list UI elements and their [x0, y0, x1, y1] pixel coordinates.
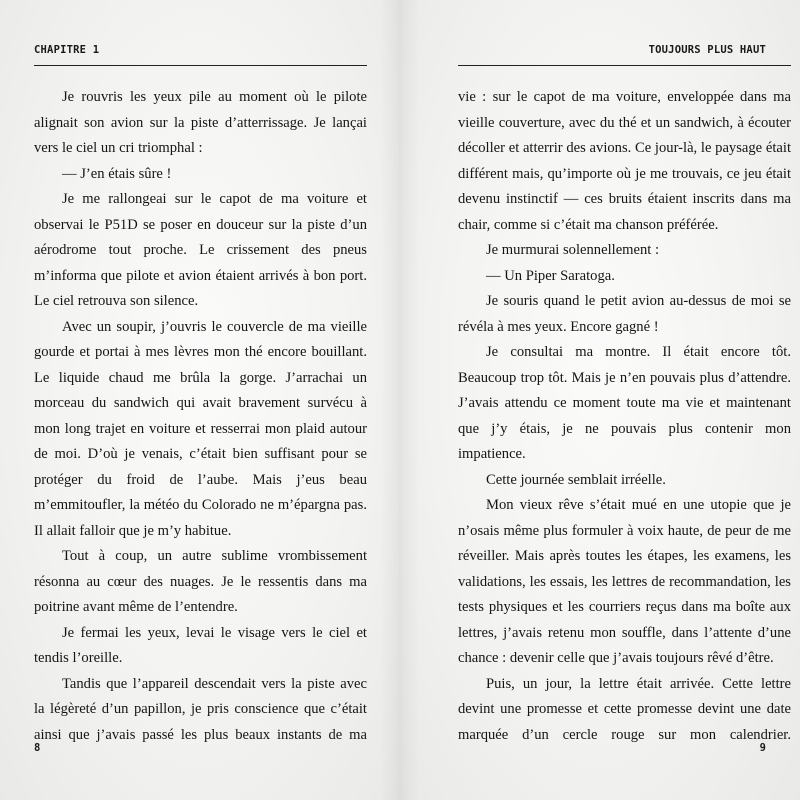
body-text-left — [34, 85, 367, 748]
paragraph: Je murmurai solennellement : — [486, 242, 660, 258]
paragraph: Puis, un jour, la lettre était arrivée. Cette lettre devint une promesse et cette promesse devint une date marquée d’un cercle rouge sur mon calendrier. — [458, 675, 791, 743]
running-head-right: TOUJOURS PLUS HAUT — [648, 44, 766, 56]
paragraph: vie : sur le capot de ma voiture, enveloppée dans ma vieille couverture, avec du thé et un sandwich, à écouter décoller et atterrir des avions. Ce jour-là, le paysage était différent mais, qu’importe où je me trouvais, ce jeu était devenu instinctif — ces bruits étaient inscrits dans ma chair, comme si c’était ma chanson préférée. — [458, 89, 791, 233]
running-head-left: CHAPITRE 1 — [34, 44, 100, 56]
paragraph: Tout à coup, un autre sublime vrombissement résonna au cœur des nuages. Je le ressentis dans ma poitrine avant même de l’entendre. — [34, 548, 367, 615]
paragraph: — J’en étais sûre ! — [62, 165, 172, 182]
paragraph: — Un Piper Saratoga. — [486, 267, 615, 284]
header-rule-right — [458, 65, 791, 66]
paragraph: Je consultai ma montre. Il était encore tôt. Beaucoup trop tôt. Mais je n’en pouvais plus d’attendre. J’avais attendu ce moment toute ma vie et maintenant que j’y étais, je ne pouvais plus contenir mon impatience. — [458, 344, 791, 462]
page-number-left: 8 — [34, 742, 41, 754]
paragraph: Avec un soupir, j’ouvris le couvercle de ma vieille gourde et portai à mes lèvres mon thé encore bouillant. Le liquide chaud me brûla la gorge. J’arrachai un morceau du sandwich qui avait bravement survécu à mon long trajet en voiture et resserrai mon plaid autour de moi. D’où je venais, c’était bien suffisant pour se protéger du froid de l’aube. Mais j’eus beau m’emmitoufler, la météo du Colorado ne m’épargna pas. Il allait falloir que je m’y habitue. — [34, 318, 367, 539]
paragraph: Cette journée semblait irréelle. — [486, 471, 666, 488]
body-text-right — [458, 85, 791, 748]
paragraph: Tandis que l’appareil descendait vers la piste avec la légèreté d’un papillon, je pris conscience que c’était ainsi que j’avais passé les plus beaux instants de ma — [34, 675, 367, 743]
paragraph: Je rouvris les yeux pile au moment où le pilote alignait son avion sur la piste d’atterrissage. Je lançai vers le ciel un cri triomphal : — [34, 89, 367, 156]
page-number-right: 9 — [759, 742, 766, 754]
right-page — [400, 0, 800, 800]
header-rule-left — [34, 65, 367, 66]
paragraph: Je souris quand le petit avion au-dessus de moi se révéla à mes yeux. Encore gagné ! — [458, 293, 791, 335]
paragraph: Mon vieux rêve s’était mué en une utopie que je n’osais même plus formuler à voix haute, de peur de me réveiller. Mais après toutes les étapes, les examens, les validations, les essais, les lettres de recommandation, les tests physiques et les courriers reçus dans ma boîte aux lettres, j’avais retenu mon souffle, dans l’attente d’une chance : devenir celle que j’avais toujours rêvé d’être. — [458, 497, 791, 666]
paragraph: Je me rallongeai sur le capot de ma voiture et observai le P51D se poser en douceur sur la piste d’un aérodrome tout proche. Le crissement des pneus m’informa que pilote et avion étaient arrivés à bon port. Le ciel retrouva son silence. — [34, 191, 367, 309]
paragraph: Je fermai les yeux, levai le visage vers le ciel et tendis l’oreille. — [34, 624, 367, 666]
